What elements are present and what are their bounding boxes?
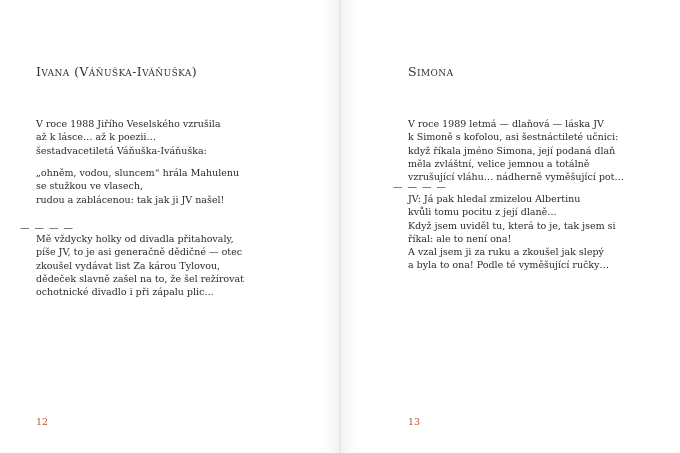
text-line: V roce 1989 letmá — dlaňová — láska JV bbox=[408, 119, 604, 130]
text-line: píše JV, to je asi generačně dědičné — otec bbox=[36, 247, 243, 259]
right-dialogue-paragraph bbox=[408, 193, 616, 273]
text-line: se stužkou ve vlasech, bbox=[36, 181, 143, 193]
section-divider: — — — — bbox=[393, 182, 448, 193]
text-line: vzrušující vláhu… nádherně vyměšující pot… bbox=[408, 172, 624, 184]
text-line: šestadvacetiletá Váňuška-Iváňuška: bbox=[36, 145, 207, 157]
text-line: V roce 1988 Jiřího Veselského vzrušila bbox=[36, 119, 221, 130]
text-line: a byla to ona! Podle té vyměšující ručky… bbox=[408, 260, 610, 272]
text-line: JV: Já pak hledal zmizelou Albertinu bbox=[408, 194, 581, 205]
left-page bbox=[0, 0, 339, 453]
text-line: když říkala jméno Simona, její podaná dlaň bbox=[408, 145, 616, 157]
text-line: ochotnické divadlo i při zápalu plic… bbox=[36, 287, 214, 299]
left-intro-paragraph bbox=[36, 118, 221, 158]
section-divider: — — — — bbox=[20, 223, 75, 234]
text-line: „ohněm, vodou, sluncem“ hrála Mahulenu bbox=[36, 168, 240, 179]
text-line: Když jsem uviděl tu, která to je, tak jsem si bbox=[408, 220, 616, 232]
text-line: kvůli tomu pocitu z její dlaně… bbox=[408, 207, 557, 219]
right-page-title: Simona bbox=[408, 64, 454, 79]
text-line: k Simoně s kofolou, asi šestnáctileté učnici: bbox=[408, 132, 619, 144]
left-memoir-paragraph bbox=[36, 233, 244, 299]
left-quote-paragraph bbox=[36, 167, 239, 207]
left-page-title: Ivana (Váňuška-Iváňuška) bbox=[36, 64, 198, 79]
text-line: rudou a zablácenou: tak jak ji JV našel! bbox=[36, 194, 225, 206]
right-intro-paragraph bbox=[408, 118, 624, 184]
right-page bbox=[341, 0, 680, 453]
text-line: A vzal jsem ji za ruku a zkoušel jak slepý bbox=[408, 247, 604, 259]
text-line: až k lásce… až k poezii… bbox=[36, 132, 156, 144]
page-number: 12 bbox=[36, 417, 49, 428]
text-line: zkoušel vydávat list Za károu Tylovou, bbox=[36, 260, 221, 272]
text-line: měla zvláštní, velice jemnou a totálně bbox=[408, 158, 590, 170]
text-line: říkal: ale to není ona! bbox=[408, 233, 512, 245]
text-line: dědeček slavně zašel na to, že šel režírovat bbox=[36, 273, 244, 285]
text-line: Mě vždycky holky od divadla přitahovaly, bbox=[36, 234, 234, 245]
page-number: 13 bbox=[408, 417, 421, 428]
